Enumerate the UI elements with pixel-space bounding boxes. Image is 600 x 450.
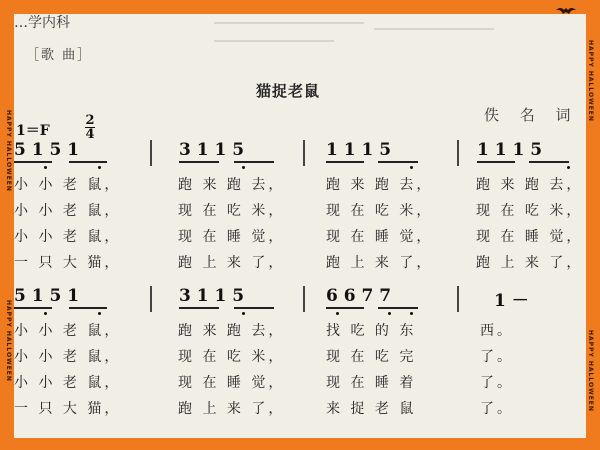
lyric-line: 现 在 吃 米， xyxy=(326,203,434,219)
low-octave-dot xyxy=(242,312,245,315)
frame-caption-right-bottom: HAPPY HALLOWEEN xyxy=(587,330,594,412)
barline xyxy=(303,140,305,166)
lyric-line: 小 小 老 鼠， xyxy=(14,229,122,245)
low-octave-dot xyxy=(44,312,47,315)
barline xyxy=(150,140,152,166)
barline xyxy=(150,286,152,312)
meter-top: 2 xyxy=(85,113,95,128)
lyric-line: 了。 xyxy=(480,375,514,391)
show-through-text xyxy=(374,28,494,30)
header-fragment: …学内科 xyxy=(14,15,70,31)
lyric-line: 跑 来 跑 去， xyxy=(326,177,434,193)
time-signature xyxy=(84,114,96,141)
meter-bottom: 4 xyxy=(85,127,95,142)
eighth-beam xyxy=(378,161,418,163)
lyric-line: 找 吃 的 东 xyxy=(326,323,417,339)
eighth-beam xyxy=(326,161,364,163)
lyric-line: 跑 上 来 了， xyxy=(178,255,286,271)
frame-caption-left-bottom: HAPPY HALLOWEEN xyxy=(5,300,12,382)
lyric-line: 一 只 大 猫， xyxy=(14,401,122,417)
low-octave-dot xyxy=(388,312,391,315)
lyric-line: 现 在 睡 觉， xyxy=(178,375,286,391)
measure-notes: 1 － xyxy=(494,291,529,311)
eighth-beam xyxy=(179,161,219,163)
frame-caption-right-top: HAPPY HALLOWEEN xyxy=(587,40,594,122)
lyric-line: 了。 xyxy=(480,401,514,417)
barline xyxy=(303,286,305,312)
low-octave-dot xyxy=(336,312,339,315)
low-octave-dot xyxy=(98,312,101,315)
low-octave-dot xyxy=(98,166,101,169)
songbook-page xyxy=(14,14,586,438)
eighth-beam xyxy=(179,307,219,309)
lyric-line: 现 在 吃 米， xyxy=(476,203,584,219)
eighth-beam xyxy=(326,307,364,309)
barline xyxy=(457,286,459,312)
lyric-line: 来 捉 老 鼠 xyxy=(326,401,417,417)
lyric-line: 小 小 老 鼠， xyxy=(14,323,122,339)
lyric-line: 跑 上 来 了， xyxy=(476,255,584,271)
lyric-line: 跑 来 跑 去， xyxy=(476,177,584,193)
lyric-line: 一 只 大 猫， xyxy=(14,255,122,271)
lyric-line: 现 在 睡 觉， xyxy=(326,229,434,245)
lyric-line: 跑 上 来 了， xyxy=(178,401,286,417)
low-octave-dot xyxy=(410,312,413,315)
key-signature: 1＝F xyxy=(16,123,50,139)
measure-notes: 6 6 7 7 xyxy=(326,286,392,306)
eighth-beam xyxy=(477,161,515,163)
measure-notes: 5 1 5 1 xyxy=(14,140,80,160)
eighth-beam xyxy=(529,161,569,163)
barline xyxy=(457,140,459,166)
lyric-line: 了。 xyxy=(480,349,514,365)
lyric-line: 跑 上 来 了， xyxy=(326,255,434,271)
low-octave-dot xyxy=(567,166,570,169)
low-octave-dot xyxy=(44,166,47,169)
lyric-line: 小 小 老 鼠， xyxy=(14,177,122,193)
genre-label: ［歌 曲］ xyxy=(26,48,93,63)
measure-notes: 5 1 5 1 xyxy=(14,286,80,306)
song-title: 猫捉老鼠 xyxy=(256,82,321,100)
lyric-line: 跑 来 跑 去， xyxy=(178,323,286,339)
lyric-line: 小 小 老 鼠， xyxy=(14,375,122,391)
lyric-line: 西。 xyxy=(480,323,514,339)
lyric-line: 现 在 吃 米， xyxy=(178,349,286,365)
eighth-beam xyxy=(234,307,274,309)
measure-notes: 3 1 1 5 xyxy=(179,286,245,306)
lyric-line: 小 小 老 鼠， xyxy=(14,349,122,365)
lyric-line: 现 在 睡 着 xyxy=(326,375,417,391)
frame-caption-left-top: HAPPY HALLOWEEN xyxy=(5,110,12,192)
eighth-beam xyxy=(69,161,107,163)
low-octave-dot xyxy=(242,166,245,169)
lyric-line: 跑 来 跑 去， xyxy=(178,177,286,193)
eighth-beam xyxy=(14,161,52,163)
low-octave-dot xyxy=(410,166,413,169)
eighth-beam xyxy=(234,161,274,163)
lyric-line: 现 在 睡 觉， xyxy=(178,229,286,245)
eighth-beam xyxy=(69,307,107,309)
eighth-beam xyxy=(14,307,52,309)
eighth-beam xyxy=(378,307,418,309)
show-through-text xyxy=(214,22,364,24)
lyric-line: 小 小 老 鼠， xyxy=(14,203,122,219)
measure-notes: 1 1 1 5 xyxy=(326,140,392,160)
lyric-line: 现 在 吃 完 xyxy=(326,349,417,365)
lyric-line: 现 在 睡 觉， xyxy=(476,229,584,245)
lyric-line: 现 在 吃 米， xyxy=(178,203,286,219)
measure-notes: 3 1 1 5 xyxy=(179,140,245,160)
lyricist-label: 佚 名 词 xyxy=(484,106,579,124)
measure-notes: 1 1 1 5 xyxy=(477,140,543,160)
show-through-text xyxy=(214,40,334,42)
